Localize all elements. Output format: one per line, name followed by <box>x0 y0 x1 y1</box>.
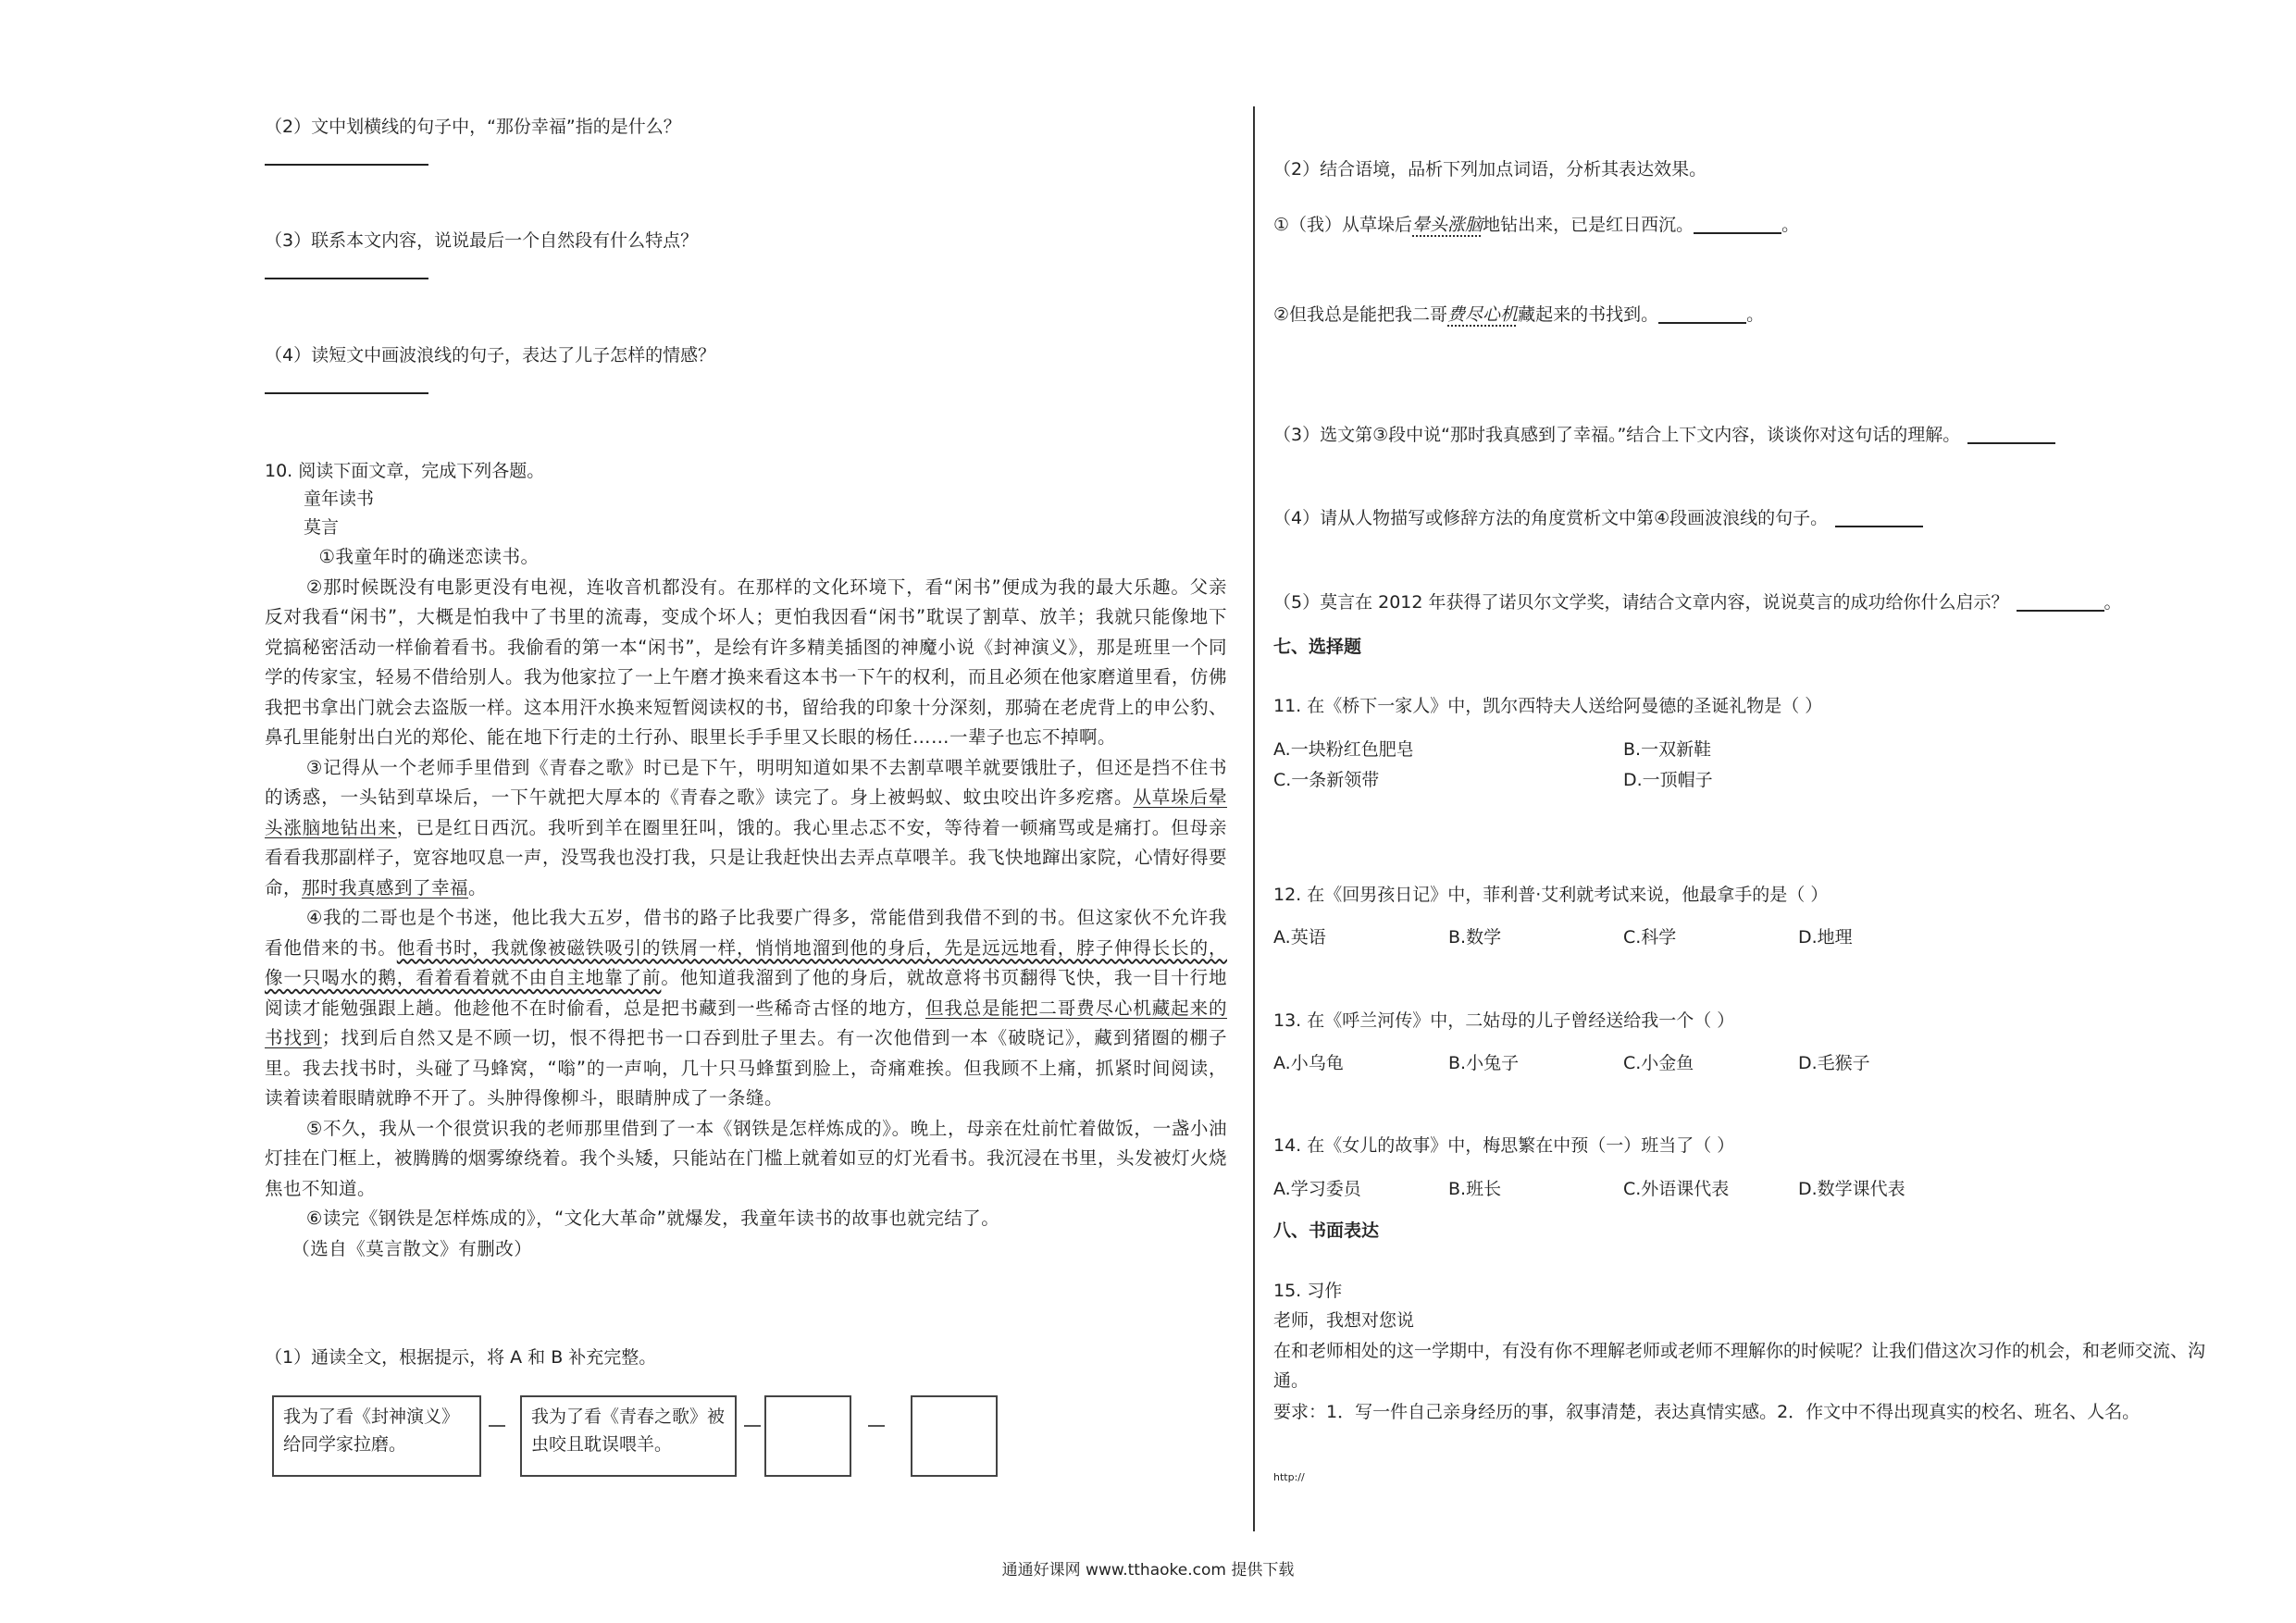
question-10-title: 10. 阅读下面文章，完成下列各题。 <box>265 461 545 481</box>
answer-blank[interactable] <box>265 278 428 279</box>
paragraph-4 <box>265 903 1227 1114</box>
question-13: 13. 在《呼兰河传》中，二姑母的儿子曾经送给我一个（ ） <box>1273 1010 1735 1031</box>
p4-wavy-line: 他看书时，我就像被磁铁吸引的铁屑一样，悄悄地溜到他的身后，先是远远地看，脖子伸得长长的，像一只喝水的鹅，看着看着就不由自主地靠了前 <box>265 936 1227 988</box>
essay-title: 老师，我想对您说 <box>1273 1310 1415 1331</box>
p4-text-a: ④我的二哥也是个书迷，他比我大五岁，借书的路子比我要广得多，常能借到我借不到的书。但这家伙不允许我看他借来的书。 <box>265 907 1227 959</box>
p4-text-b: 。他知道我溜到了他的身后，就故意将书页翻得飞快，我一目十行地阅读才能勉强跟上趟。他趁他不在时偷看，总是把书藏到一些稀奇古怪的地方， <box>265 967 1227 1019</box>
p3-underline-1: 从草垛后晕头涨脑地钻出来 <box>265 787 1227 838</box>
q14-option-b[interactable]: B.班长 <box>1448 1179 1502 1199</box>
answer-line[interactable] <box>1694 232 1781 234</box>
question-10-3 <box>1273 421 2055 446</box>
essay-requirements: 要求：1．写一件自己亲身经历的事，叙事清楚，表达真情实感。2．作文中不得出现真实的校名、班名、人名。 <box>1273 1402 2141 1422</box>
flow-box-2: 我为了看《青春之歌》被虫咬且耽误喂羊。 <box>520 1395 737 1477</box>
q11-option-a[interactable]: A.一块粉红色肥皂 <box>1273 739 1414 760</box>
flow-dash <box>744 1425 761 1427</box>
answer-line[interactable] <box>1967 442 2055 444</box>
q13-option-a[interactable]: A.小乌龟 <box>1273 1053 1344 1073</box>
q13-option-d[interactable]: D.毛猴子 <box>1798 1053 1870 1073</box>
essay-prompt: 在和老师相处的这一学期中，有没有你不理解老师或老师不理解你的时候呢？让我们借这次习作的机会，和老师交流、沟通。 <box>1273 1341 2206 1391</box>
p4-underline: 但我总是能把二哥费尽心机藏起来的书找到 <box>265 997 1227 1048</box>
flow-box-1: 我为了看《封神演义》给同学家拉磨。 <box>272 1395 481 1477</box>
answer-blank[interactable] <box>265 164 428 166</box>
question-10-1: （1）通读全文，根据提示，将 A 和 B 补充完整。 <box>265 1347 657 1368</box>
q10-5-text: （5）莫言在 2012 年获得了诺贝尔文学奖，请结合文章内容，说说莫言的成功给你什么启示？ <box>1273 592 2009 613</box>
q10-4-text: （4）请从人物描写或修辞方法的角度赏析文中第④段画波浪线的句子。 <box>1273 508 1829 528</box>
column-divider <box>1253 106 1255 1531</box>
q11-option-b[interactable]: B.一双新鞋 <box>1623 739 1712 760</box>
q10-2-2-text-a: ②但我总是能把我二哥 <box>1273 304 1448 325</box>
p3-text-c: 。 <box>468 876 488 898</box>
q10-2-1-text-a: ①（我）从草垛后 <box>1273 215 1413 235</box>
question-10-5 <box>1273 588 2122 613</box>
question-10-2: （2）结合语境，品析下列加点词语，分析其表达效果。 <box>1273 159 1707 180</box>
q10-2-1-end-mark: 。 <box>1781 215 1800 235</box>
q12-option-c[interactable]: C.科学 <box>1623 927 1677 948</box>
answer-line[interactable] <box>1835 526 1923 527</box>
flow-box-a[interactable] <box>764 1395 851 1477</box>
paragraph-2: ②那时候既没有电影更没有电视，连收音机都没有。在那样的文化环境下，看“闲书”便成为我的最大乐趣。父亲反对我看“闲书”，大概是怕我中了书里的流毒，变成个坏人；更怕我因看“闲书”耽误了割草、放羊；我就只能像地下党搞秘密活动一样偷着看书。我偷看的第一本“闲书”，是绘有许多精美插图的神魔小说《封神演义》，那是班里一个同学的传家宝，轻易不借给别人。我为他家拉了一上午磨才换来看这本书一下午的权利，而且必须在他家磨道里看，仿佛我把书拿出门就会去盗版一样。这本用汗水换来短暂阅读权的书，留给我的印象十分深刻，那骑在老虎背上的申公豹、鼻孔里能射出白光的郑伦、能在地下行走的土行孙、眼里长手手里又长眼的杨任……一辈子也忘不掉啊。 <box>265 576 1228 748</box>
question-9-3: （3）联系本文内容，说说最后一个自然段有什么特点？ <box>265 230 699 251</box>
question-12: 12. 在《回男孩日记》中，菲利普·艾利就考试来说，他最拿手的是（ ） <box>1273 885 1829 905</box>
q12-option-d[interactable]: D.地理 <box>1798 927 1853 948</box>
article-author: 莫言 <box>304 517 340 538</box>
question-15: 15. 习作 <box>1273 1281 1343 1301</box>
answer-line[interactable] <box>1658 322 1746 324</box>
article-body <box>265 542 1227 1264</box>
q14-option-c[interactable]: C.外语课代表 <box>1623 1179 1730 1199</box>
q13-option-c[interactable]: C.小金鱼 <box>1623 1053 1694 1073</box>
answer-blank[interactable] <box>265 392 428 394</box>
article-source: （选自《莫言散文》有删改） <box>292 1237 533 1259</box>
flow-dash <box>868 1425 885 1427</box>
question-10-4 <box>1273 504 1923 529</box>
paragraph-3 <box>265 753 1227 904</box>
answer-line[interactable] <box>2017 610 2104 612</box>
q12-option-b[interactable]: B.数学 <box>1448 927 1502 948</box>
q10-5-end-mark: 。 <box>2104 592 2122 613</box>
p4-text-c: ；找到后自然又是不顾一切，恨不得把书一口吞到肚子里去。有一次他借到一本《破晓记》，藏到猪圈的棚子里。我去找书时，头碰了马蜂窝，“嗡”的一声响，几十只马蜂蜇到脸上，奇痛难挨。但我顾不上痛，抓紧时间阅读，读着读着眼睛就睁不开了。头肿得像柳斗，眼睛肿成了一条缝。 <box>265 1027 1227 1109</box>
q10-2-1-text-b: 地钻出来，已是红日西沉。 <box>1483 215 1694 235</box>
q10-3-text: （3）选文第③段中说“那时我真感到了幸福。”结合上下文内容，谈谈你对这句话的理解。 <box>1273 425 1961 445</box>
section-7-heading: 七、选择题 <box>1273 637 1362 657</box>
q10-2-2-text-b: 藏起来的书找到。 <box>1518 304 1659 325</box>
paragraph-6: ⑥读完《钢铁是怎样炼成的》，“文化大革命”就爆发，我童年读书的故事也就完结了。 <box>305 1208 1000 1229</box>
q11-option-c[interactable]: C.一条新领带 <box>1273 770 1380 790</box>
paragraph-1: ①我童年时的确迷恋读书。 <box>318 546 540 567</box>
p3-text-a: ③记得从一个老师手里借到《青春之歌》时已是下午，明明知道如果不去割草喂羊就要饿肚子，但还是挡不住书的诱惑，一头钻到草垛后，一下午就把大厚本的《青春之歌》读完了。身上被蚂蚁、蚊虫咬出许多疙瘩。 <box>265 756 1227 808</box>
page-footer: 通通好课网 www.tthaoke.com 提供下载 <box>1001 1561 1295 1580</box>
q11-option-d[interactable]: D.一顶帽子 <box>1623 770 1713 790</box>
p3-underline-2: 那时我真感到了幸福 <box>302 876 469 898</box>
question-10-2-1 <box>1273 211 1799 236</box>
question-14: 14. 在《女儿的故事》中，梅思繁在中预（一）班当了（ ） <box>1273 1135 1735 1156</box>
flow-dash <box>489 1425 505 1427</box>
url-text: http:// <box>1273 1471 1305 1483</box>
q10-2-1-dotted-word: 晕头涨脑 <box>1412 215 1483 235</box>
q13-option-b[interactable]: B.小兔子 <box>1448 1053 1520 1073</box>
article-title: 童年读书 <box>304 489 375 509</box>
q10-2-2-dotted-word: 费尽心机 <box>1447 304 1519 325</box>
question-9-2: （2）文中划横线的句子中，“那份幸福”指的是什么？ <box>265 117 681 137</box>
q12-option-a[interactable]: A.英语 <box>1273 927 1326 948</box>
p3-text-b: ，已是红日西沉。我听到羊在圈里狂叫，饿的。我心里忐忑不安，等待着一顿痛骂或是痛打。但母亲看看我那副样子，宽容地叹息一声，没骂我也没打我，只是让我赶快出去弄点草喂羊。我飞快地蹿出家院，心情好得要命， <box>265 816 1228 898</box>
question-11: 11. 在《桥下一家人》中，凯尔西特夫人送给阿曼德的圣诞礼物是（ ） <box>1273 696 1823 716</box>
flow-box-b[interactable] <box>911 1395 998 1477</box>
question-10-2-2 <box>1273 301 1764 326</box>
section-8-heading: 八、书面表达 <box>1273 1220 1380 1241</box>
question-9-4: （4）读短文中画波浪线的句子，表达了儿子怎样的情感？ <box>265 345 716 365</box>
paragraph-5: ⑤不久，我从一个很赏识我的老师那里借到了一本《钢铁是怎样炼成的》。晚上，母亲在灶前忙着做饭，一盏小油灯挂在门框上，被腾腾的烟雾缭绕着。我个头矮，只能站在门槛上就着如豆的灯光看书。我沉浸在书里，头发被灯火烧焦也不知道。 <box>265 1117 1228 1199</box>
q10-2-2-end-mark: 。 <box>1746 304 1765 325</box>
q14-option-a[interactable]: A.学习委员 <box>1273 1179 1361 1199</box>
q14-option-d[interactable]: D.数学课代表 <box>1798 1179 1905 1199</box>
